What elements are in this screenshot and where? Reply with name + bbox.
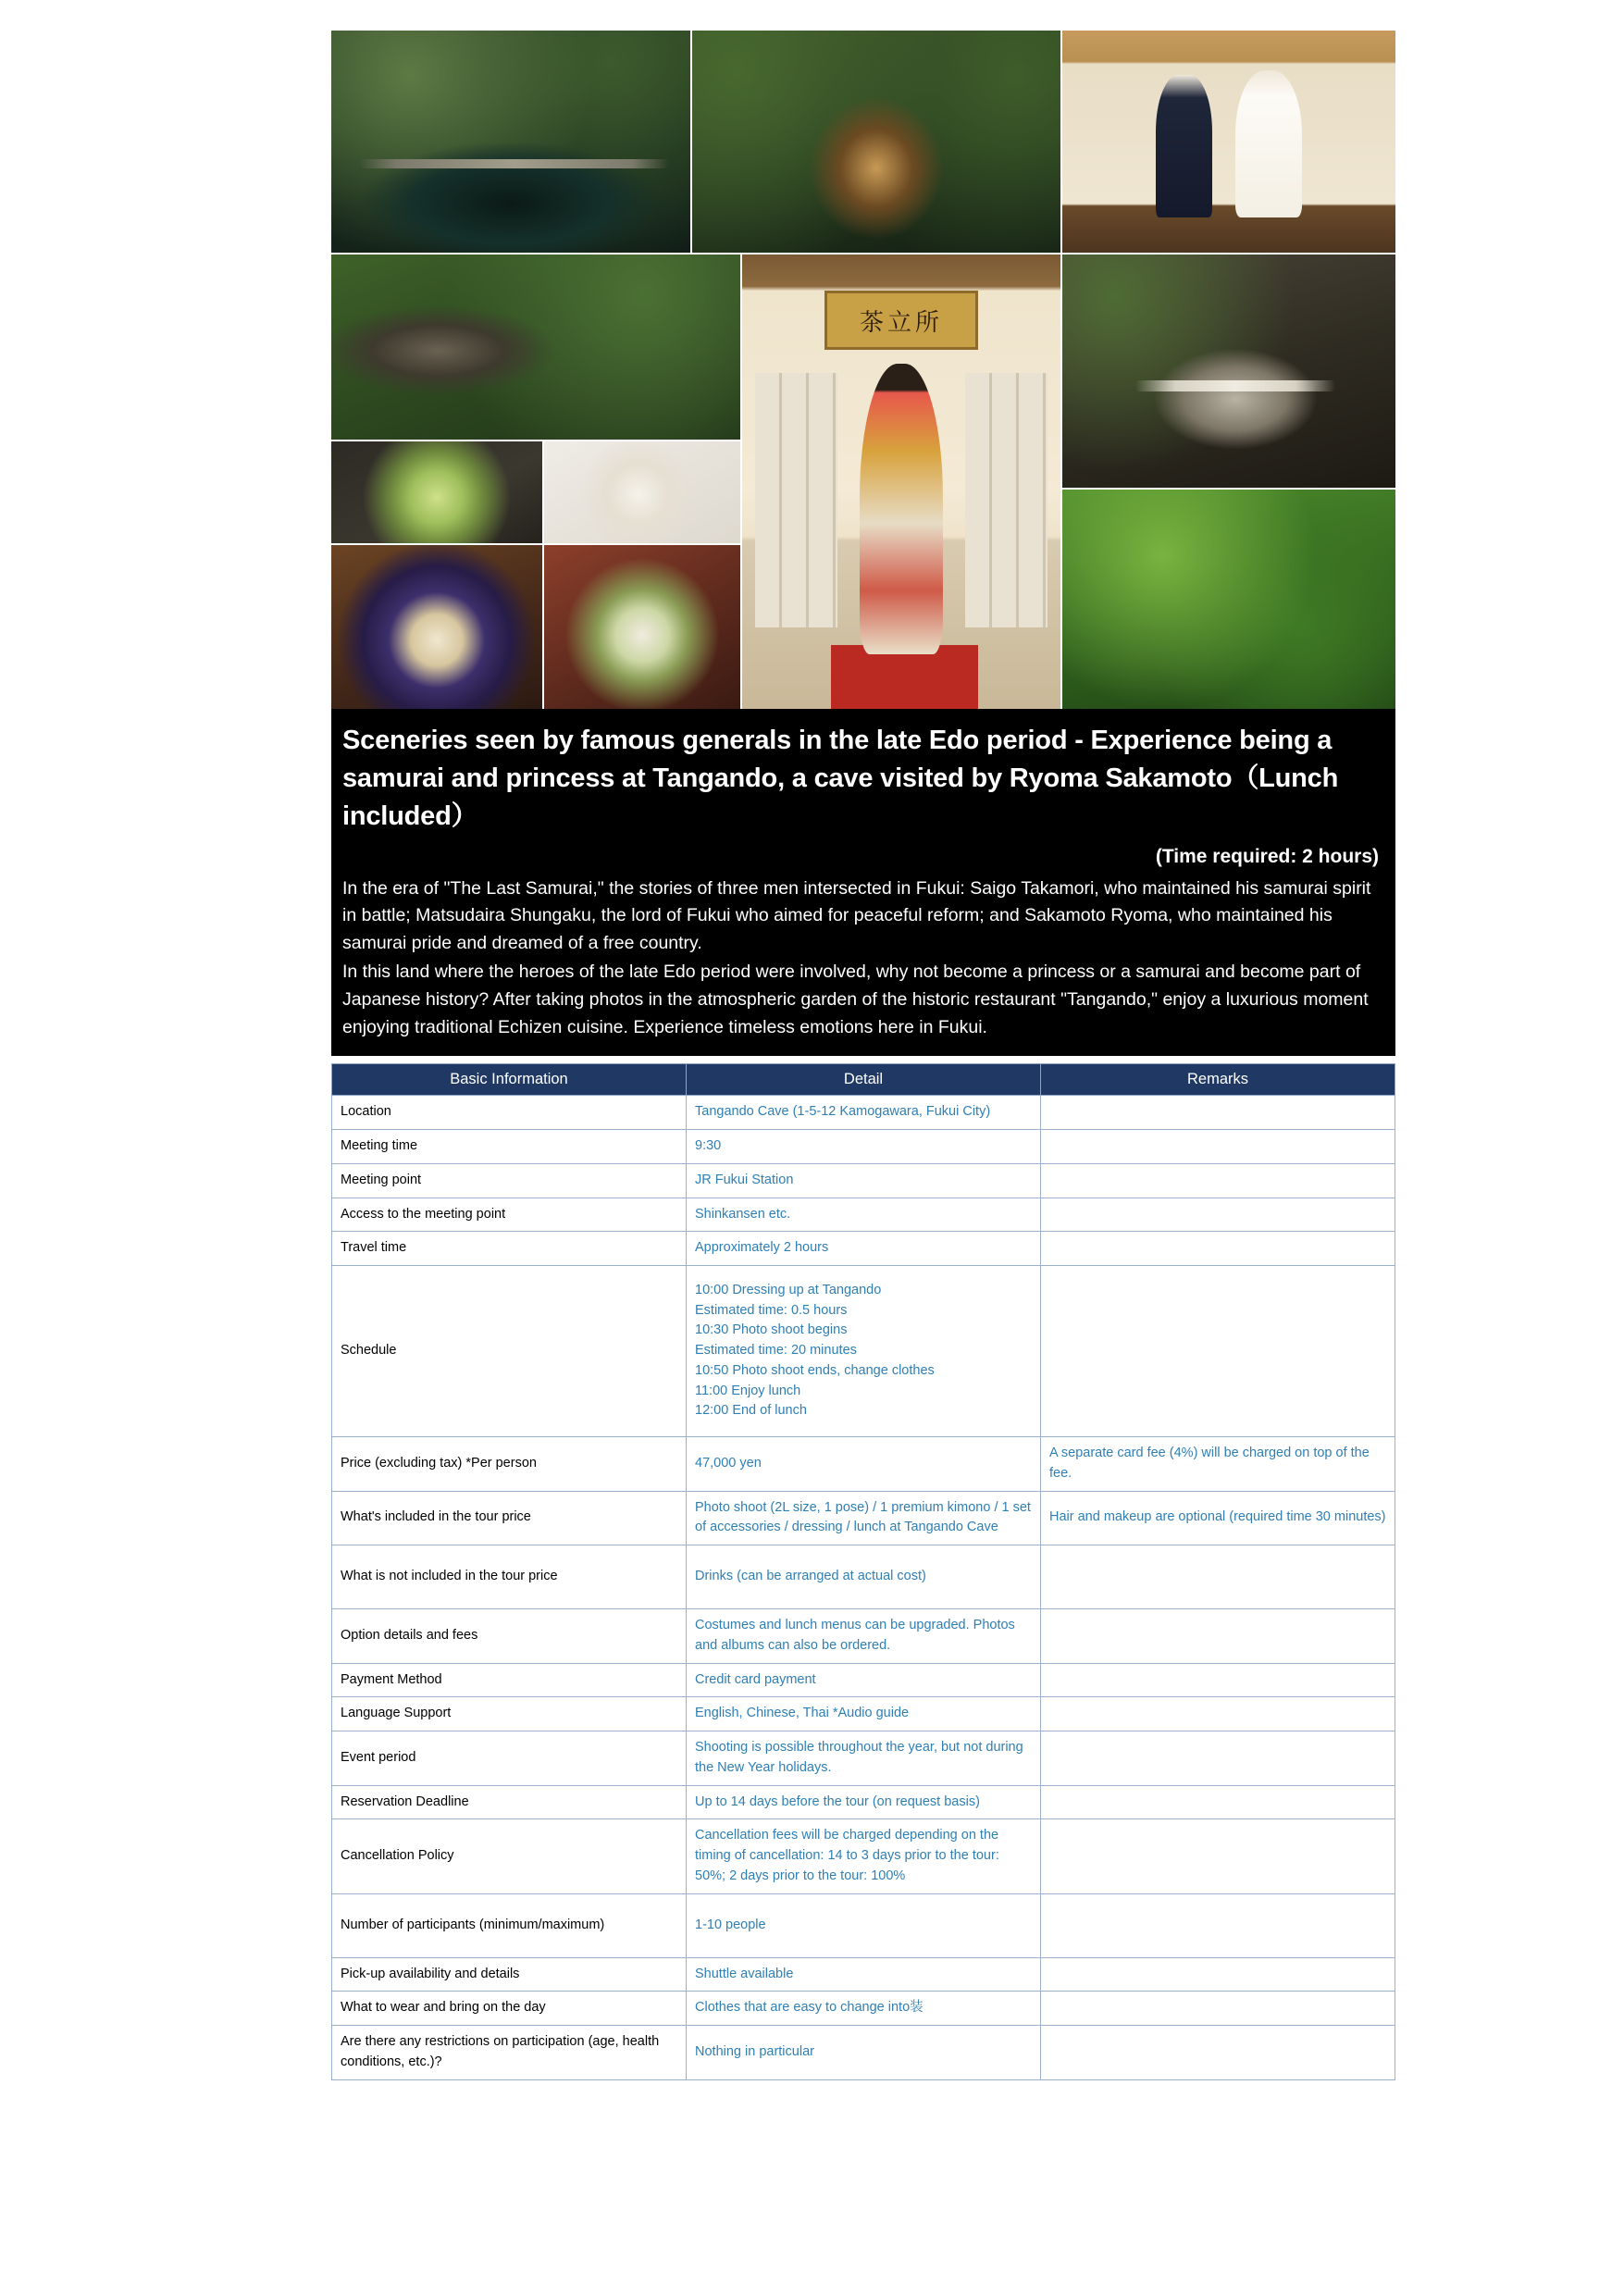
table-cell-detail: Shooting is possible throughout the year, but not during the New Year holidays. xyxy=(687,1731,1041,1786)
table-cell-detail: Shuttle available xyxy=(687,1957,1041,1992)
description-panel xyxy=(331,709,1395,1056)
table-cell-label: Number of participants (minimum/maximum) xyxy=(332,1893,687,1957)
table-cell-detail: Shinkansen etc. xyxy=(687,1198,1041,1232)
photo-dish-sashimi xyxy=(544,441,740,543)
table-cell-label: Cancellation Policy xyxy=(332,1819,687,1893)
table-cell-remarks xyxy=(1041,1785,1395,1819)
table-row xyxy=(332,2026,1395,2080)
table-header-remarks: Remarks xyxy=(1041,1064,1395,1096)
table-cell-remarks xyxy=(1041,1545,1395,1609)
table-row xyxy=(332,1819,1395,1893)
table-row xyxy=(332,1893,1395,1957)
table-cell-detail: 9:30 xyxy=(687,1130,1041,1164)
table-cell-label: Are there any restrictions on participation (age, health conditions, etc.)? xyxy=(332,2026,687,2080)
table-header-row xyxy=(332,1064,1395,1096)
photo-green-forest xyxy=(1062,490,1395,709)
table-header-basic-information: Basic Information xyxy=(332,1064,687,1096)
table-cell-remarks xyxy=(1041,1697,1395,1731)
table-row xyxy=(332,1163,1395,1198)
photo-tatami-room xyxy=(742,254,1060,709)
description-paragraph-1: In the era of "The Last Samurai," the stories of three men intersected in Fukui: Saigo Takamori, who maintained his samurai spirit in battle; Matsudaira Shungaku, the lord of Fukui who aimed for peaceful reform; and Sakamoto Ryoma, who maintained his samurai pride and dreamed of a free country. xyxy=(342,877,1371,953)
table-cell-remarks xyxy=(1041,1893,1395,1957)
table-row xyxy=(332,1663,1395,1697)
shoji-screen-left xyxy=(755,373,837,627)
table-cell-label: Payment Method xyxy=(332,1663,687,1697)
table-row xyxy=(332,1198,1395,1232)
table-row xyxy=(332,1232,1395,1266)
table-row xyxy=(332,1957,1395,1992)
scroll-calligraphy-text: 茶立所 xyxy=(859,308,943,337)
document-content xyxy=(331,31,1395,2080)
table-cell-remarks xyxy=(1041,2026,1395,2080)
table-cell-detail: Approximately 2 hours xyxy=(687,1232,1041,1266)
table-cell-remarks xyxy=(1041,1663,1395,1697)
table-body xyxy=(332,1096,1395,2079)
table-cell-remarks xyxy=(1041,1819,1395,1893)
basic-information-table xyxy=(331,1063,1395,2079)
kimono-woman-figure xyxy=(1235,70,1302,217)
time-required-label: (Time required: 2 hours) xyxy=(1155,845,1379,867)
table-cell-label: Reservation Deadline xyxy=(332,1785,687,1819)
photo-stone-bath xyxy=(1062,254,1395,488)
table-cell-detail: 47,000 yen xyxy=(687,1437,1041,1492)
table-cell-detail: Tangando Cave (1-5-12 Kamogawara, Fukui City) xyxy=(687,1096,1041,1130)
table-row xyxy=(332,1096,1395,1130)
table-row xyxy=(332,1130,1395,1164)
table-cell-label: Price (excluding tax) *Per person xyxy=(332,1437,687,1492)
kimono-man-figure xyxy=(1156,75,1212,217)
table-cell-remarks xyxy=(1041,1957,1395,1992)
table-cell-label: Language Support xyxy=(332,1697,687,1731)
table-cell-remarks xyxy=(1041,1163,1395,1198)
table-cell-remarks xyxy=(1041,1266,1395,1437)
table-row xyxy=(332,1697,1395,1731)
table-cell-remarks xyxy=(1041,1609,1395,1664)
photo-cave-pond xyxy=(331,31,690,253)
table-cell-remarks xyxy=(1041,1992,1395,2026)
table-cell-label: What is not included in the tour price xyxy=(332,1545,687,1609)
table-row xyxy=(332,1731,1395,1786)
table-row xyxy=(332,1609,1395,1664)
table-row xyxy=(332,1785,1395,1819)
table-cell-detail: Photo shoot (2L size, 1 pose) / 1 premium kimono / 1 set of accessories / dressing / lunch at Tangando Cave xyxy=(687,1491,1041,1545)
table-cell-detail: Up to 14 days before the tour (on request basis) xyxy=(687,1785,1041,1819)
photo-dish-green xyxy=(331,441,542,543)
photo-dish-bowl xyxy=(331,545,542,709)
photo-kimono-couple xyxy=(1062,31,1395,253)
table-cell-label: Schedule xyxy=(332,1266,687,1437)
table-cell-remarks: A separate card fee (4%) will be charged on top of the fee. xyxy=(1041,1437,1395,1492)
table-cell-detail: English, Chinese, Thai *Audio guide xyxy=(687,1697,1041,1731)
table-cell-detail: 10:00 Dressing up at Tangando Estimated time: 0.5 hours 10:30 Photo shoot begins Estimated time: 20 minutes 10:50 Photo shoot ends, change clothes 11:00 Enjoy lunch 12:00 End of lunch xyxy=(687,1266,1041,1437)
table-cell-detail: 1-10 people xyxy=(687,1893,1041,1957)
table-cell-detail: Nothing in particular xyxy=(687,2026,1041,2080)
table-cell-remarks xyxy=(1041,1731,1395,1786)
table-cell-detail: Clothes that are easy to change into装 xyxy=(687,1992,1041,2026)
table-row xyxy=(332,1266,1395,1437)
table-row xyxy=(332,1437,1395,1492)
photo-collage xyxy=(331,31,1395,709)
table-cell-remarks: Hair and makeup are optional (required time 30 minutes) xyxy=(1041,1491,1395,1545)
table-header-detail: Detail xyxy=(687,1064,1041,1096)
table-row xyxy=(332,1545,1395,1609)
table-row xyxy=(332,1491,1395,1545)
table-cell-label: Location xyxy=(332,1096,687,1130)
table-cell-label: Travel time xyxy=(332,1232,687,1266)
table-cell-detail: Drinks (can be arranged at actual cost) xyxy=(687,1545,1041,1609)
table-row xyxy=(332,1992,1395,2026)
table-cell-label: Event period xyxy=(332,1731,687,1786)
table-cell-label: Pick-up availability and details xyxy=(332,1957,687,1992)
table-cell-label: What's included in the tour price xyxy=(332,1491,687,1545)
kimono-lady-figure xyxy=(860,364,942,654)
photo-dish-set xyxy=(544,545,740,709)
shoji-screen-right xyxy=(965,373,1048,627)
table-cell-label: Access to the meeting point xyxy=(332,1198,687,1232)
table-cell-detail: Costumes and lunch menus can be upgraded. Photos and albums can also be ordered. xyxy=(687,1609,1041,1664)
table-cell-label: Option details and fees xyxy=(332,1609,687,1664)
table-cell-detail: JR Fukui Station xyxy=(687,1163,1041,1198)
photo-forest-house xyxy=(331,254,740,440)
table-cell-remarks xyxy=(1041,1232,1395,1266)
table-cell-remarks xyxy=(1041,1130,1395,1164)
table-cell-detail: Credit card payment xyxy=(687,1663,1041,1697)
table-cell-label: What to wear and bring on the day xyxy=(332,1992,687,2026)
page-title: Sceneries seen by famous generals in the late Edo period - Experience being a samurai and princess at Tangando, a cave visited by Ryoma Sakamoto（Lunch included） xyxy=(342,726,1339,832)
photo-cave-entrance xyxy=(692,31,1060,253)
table-cell-detail: Cancellation fees will be charged depending on the timing of cancellation: 14 to 3 days prior to the tour: 50%; 2 days prior to the tour: 100% xyxy=(687,1819,1041,1893)
table-cell-label: Meeting point xyxy=(332,1163,687,1198)
table-cell-remarks xyxy=(1041,1198,1395,1232)
description-paragraph-2: In this land where the heroes of the late Edo period were involved, why not become a princess or a samurai and become part of Japanese history? After taking photos in the atmospheric garden of the historic restaurant "Tangando," enjoy a luxurious moment enjoying traditional Echizen cuisine. Experience timeless emotions here in Fukui. xyxy=(342,962,1369,1037)
table-cell-remarks xyxy=(1041,1096,1395,1130)
red-carpet xyxy=(831,645,977,709)
table-cell-label: Meeting time xyxy=(332,1130,687,1164)
hanging-scroll xyxy=(824,291,977,350)
